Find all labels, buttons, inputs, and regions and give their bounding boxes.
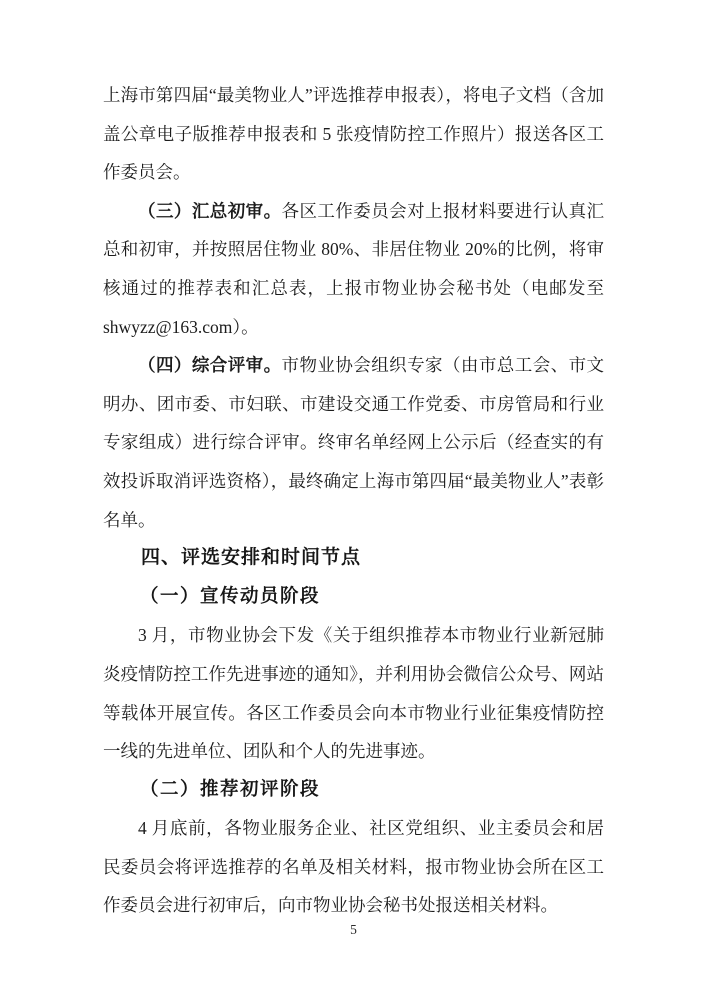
stage-2-heading: （二）推荐初评阶段 — [140, 779, 321, 800]
paragraph-item-4 — [103, 346, 604, 539]
section-4-heading: 四、评选安排和时间节点 — [141, 547, 362, 569]
paragraph-continuation: 上海市第四届“最美物业人”评选推荐申报表），将电子文档（含加盖公章电子版推荐申报表和 5 张疫情防控工作照片）报送各区工作委员会。 — [103, 85, 604, 183]
page-number: 5 — [350, 922, 357, 937]
paragraph-stage-2: 4 月底前，各物业服务企业、社区党组织、业主委员会和居民委员会将评选推荐的名单及相关材料，报市物业协会所在区工作委员会进行初审后，向市物业协会秘书处报送相关材料。 — [103, 818, 604, 916]
paragraph-item-3 — [103, 192, 604, 346]
item-4-text: 市物业协会组织专家（由市总工会、市文明办、团市委、市妇联、市建设交通工作党委、市房管局和行业专家组成）进行综合评审。终审名单经网上公示后（经查实的有效投诉取消评选资格），最终确定上海市第四届“最美物业人”表彰名单。 — [103, 355, 605, 530]
item-3-text: 各区工作委员会对上报材料要进行认真汇总和初审，并按照居住物业 80%、非居住物业 20%的比例，将审核通过的推荐表和汇总表，上报市物业协会秘书处（电邮发至shwyzz@163.com）。 — [103, 200, 605, 337]
document-body — [103, 76, 604, 925]
item-3-label: （三）汇总初审。 — [138, 200, 282, 221]
paragraph-stage-1: 3 月，市物业协会下发《关于组织推荐本市物业行业新冠肺炎疫情防控工作先进事迹的通知》，并利用协会微信公众号、网站等载体开展宣传。各区工作委员会向本市物业行业征集疫情防控一线的先进单位、团队和个人的先进事迹。 — [103, 625, 604, 762]
item-4-label: （四）综合评审。 — [138, 355, 282, 376]
stage-1-heading: （一）宣传动员阶段 — [140, 586, 321, 607]
